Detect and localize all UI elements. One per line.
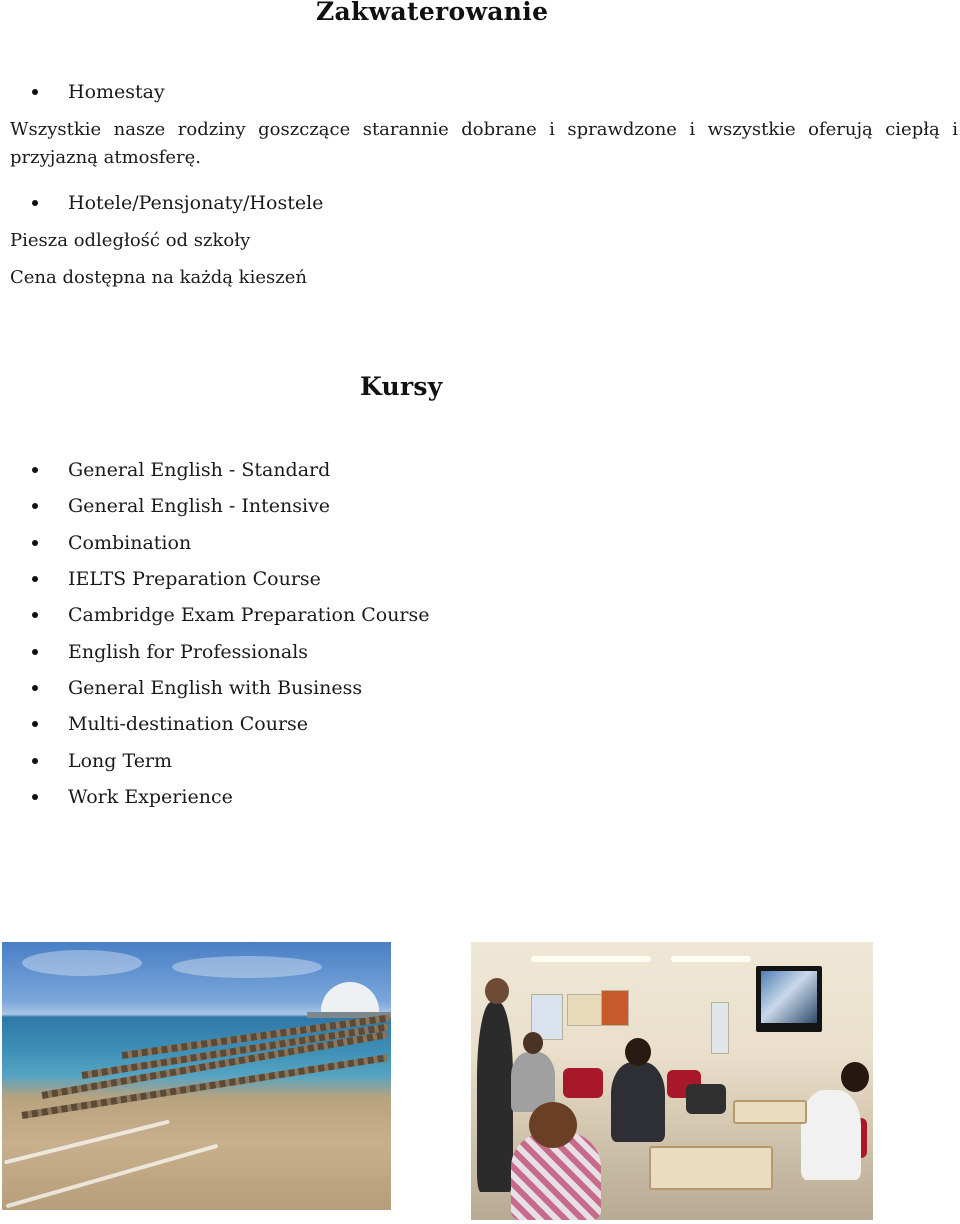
course-item: [32, 561, 430, 597]
pier-dome: [321, 982, 379, 1015]
course-item-label: General English with Business: [68, 676, 363, 699]
course-item: [32, 488, 430, 524]
bullet-icon: [32, 758, 38, 764]
cloud-shape: [22, 950, 142, 976]
tv-screen: [756, 966, 822, 1032]
homestay-description: Wszystkie nasze rodziny goszczące starannie dobrane i sprawdzone i wszystkie oferują ciepłą i przyjazną atmosferę.: [10, 119, 958, 168]
course-item: [32, 706, 430, 742]
person-seated: [611, 1062, 665, 1142]
tv-picture: [761, 971, 817, 1023]
wall-poster: [601, 990, 629, 1026]
courses-list: [0, 452, 430, 815]
bullet-icon: [32, 200, 38, 206]
bullet-icon: [32, 89, 38, 95]
course-item-label: Long Term: [68, 749, 173, 772]
courses-heading: Kursy: [360, 372, 443, 401]
bullet-icon: [32, 612, 38, 618]
red-chair: [563, 1068, 603, 1098]
hotels-line-distance: Piesza odległość od szkoły: [10, 230, 251, 251]
course-item-label: Combination: [68, 531, 192, 554]
cloud-shape: [172, 956, 322, 978]
course-item-label: English for Professionals: [68, 640, 309, 663]
accommodation-heading: Zakwaterowanie: [316, 0, 549, 26]
bullet-hotels: [32, 189, 323, 217]
ceiling-light: [671, 956, 751, 962]
course-item: [32, 597, 430, 633]
bullet-icon: [32, 649, 38, 655]
course-item-label: General English - Standard: [68, 459, 331, 482]
bullet-icon: [32, 794, 38, 800]
person-head: [625, 1038, 651, 1066]
bullet-icon: [32, 540, 38, 546]
course-item: [32, 670, 430, 706]
dark-chair: [686, 1084, 726, 1114]
course-item: [32, 452, 430, 488]
hotels-line-price: Cena dostępna na każdą kieszeń: [10, 267, 307, 288]
person-head: [841, 1062, 869, 1092]
coffee-table: [649, 1146, 773, 1190]
course-item-label: Cambridge Exam Preparation Course: [68, 604, 430, 627]
person-seated: [801, 1090, 861, 1180]
bullet-icon: [32, 467, 38, 473]
ceiling-light: [531, 956, 651, 962]
bullet-icon: [32, 685, 38, 691]
course-item-label: IELTS Preparation Course: [68, 568, 321, 591]
course-item: [32, 742, 430, 778]
course-item: [32, 633, 430, 669]
bullet-icon: [32, 721, 38, 727]
person-head: [485, 978, 509, 1004]
course-item-label: General English - Intensive: [68, 495, 331, 518]
side-table: [733, 1100, 807, 1124]
bullet-homestay: [32, 78, 165, 106]
person-head: [523, 1032, 543, 1054]
beach-pier-photo: [2, 942, 391, 1210]
hotels-label: Hotele/Pensjonaty/Hostele: [68, 192, 324, 214]
wall-poster: [711, 1002, 729, 1054]
bullet-icon: [32, 503, 38, 509]
course-item-label: Multi-destination Course: [68, 713, 309, 736]
student-lounge-photo: [471, 942, 873, 1220]
course-item: [32, 779, 430, 815]
person-standing: [477, 1002, 513, 1192]
course-item-label: Work Experience: [68, 785, 233, 808]
wave-foam: [4, 1119, 170, 1164]
bullet-icon: [32, 576, 38, 582]
course-item: [32, 525, 430, 561]
person-head: [529, 1102, 577, 1148]
homestay-label: Homestay: [68, 81, 165, 103]
